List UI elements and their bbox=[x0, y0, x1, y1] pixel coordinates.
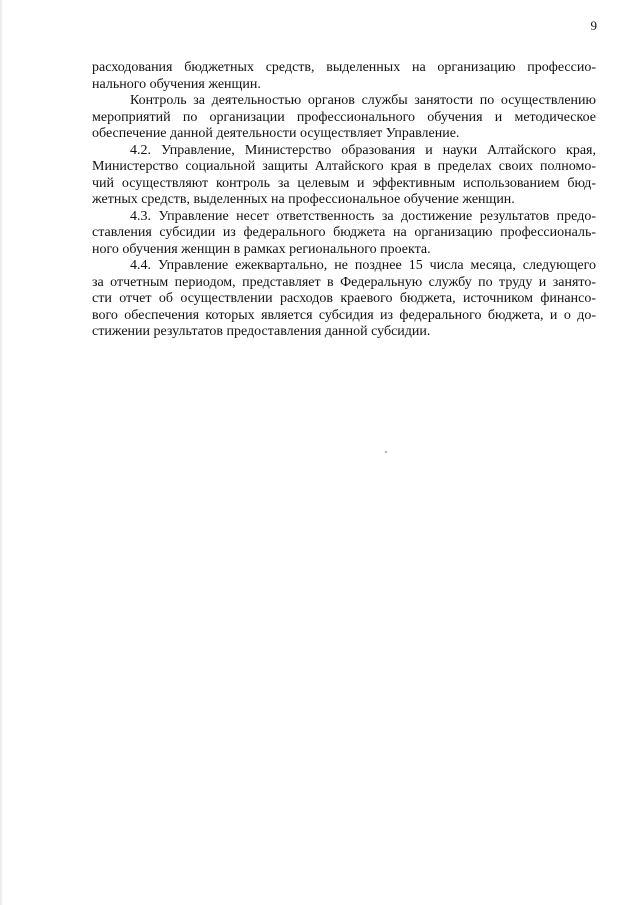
text-line: ного обучения женщин в рамках регионального проекта. bbox=[92, 241, 431, 257]
text-line: обеспечение данной деятельности осуществляет Управление. bbox=[92, 126, 460, 141]
text-line: сти отчет об осуществлении расходов краевого бюджета, источником финансо- bbox=[92, 291, 596, 306]
text-line: расходования бюджетных средств, выделенных на организацию профессио- bbox=[92, 60, 596, 75]
text-line: стижении результатов предоставления данной субсидии. bbox=[92, 324, 431, 339]
text-line: мероприятий по организации профессионального обучения и методическое bbox=[92, 109, 596, 125]
page-number: 9 bbox=[590, 18, 597, 33]
text-line: вого обеспечения которых является субсидия из федерального бюджета, и о до- bbox=[92, 307, 596, 323]
text-line: нального обучения женщин. bbox=[92, 76, 261, 92]
paragraph-continuation bbox=[92, 60, 596, 93]
scan-speck bbox=[385, 451, 387, 453]
text-line: ставления субсидии из федерального бюджета на организацию профессиональ- bbox=[92, 225, 596, 240]
text-line: жетных средств, выделенных на профессиональное обучение женщин. bbox=[92, 192, 515, 207]
paragraph-4-2 bbox=[92, 143, 596, 209]
paragraph-4-3 bbox=[92, 209, 596, 259]
paragraph-control bbox=[92, 93, 596, 143]
text-line: 4.2. Управление, Министерство образования и науки Алтайского края, bbox=[130, 142, 596, 158]
text-line: 4.4. Управление ежеквартально, не позднее 15 числа месяца, следующего bbox=[130, 258, 596, 273]
scan-edge-shadow bbox=[0, 0, 3, 905]
text-line: Министерство социальной защиты Алтайского края в пределах своих полномо- bbox=[92, 159, 596, 174]
text-line: 4.3. Управление несет ответственность за достижение результатов предо- bbox=[130, 208, 596, 224]
text-line: чий осуществляют контроль за целевым и эффективным использованием бюд- bbox=[92, 175, 596, 191]
text-line: Контроль за деятельностью органов службы занятости по осуществлению bbox=[130, 93, 596, 108]
text-line: за отчетным периодом, представляет в Федеральную службу по труду и занято- bbox=[92, 274, 596, 290]
paragraph-4-4 bbox=[92, 258, 596, 341]
document-body bbox=[92, 60, 596, 341]
